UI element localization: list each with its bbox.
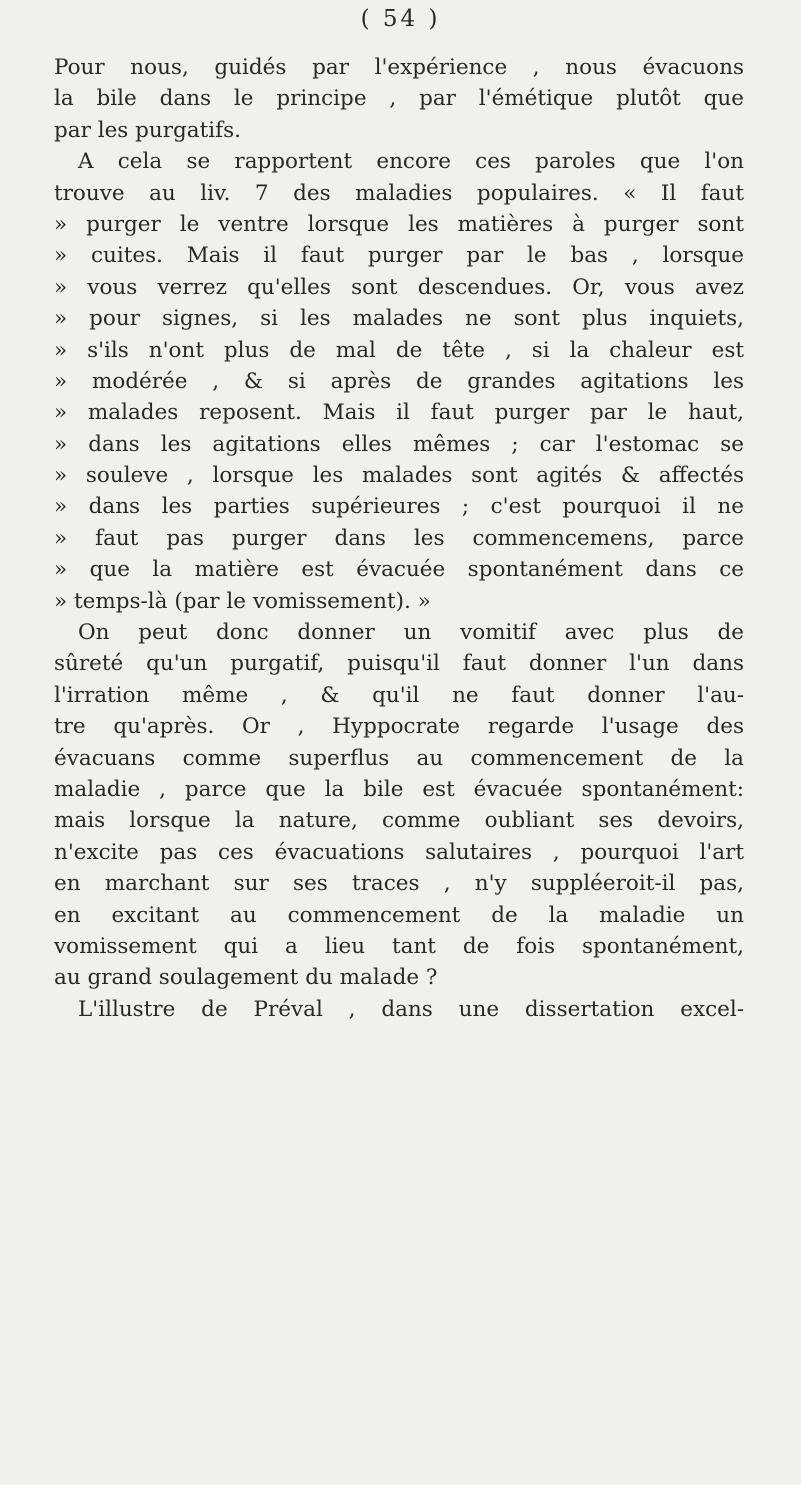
text-line: A cela se rapportent encore ces paroles que l'on [78, 149, 744, 175]
text-line: en marchant sur ses traces , n'y suppléeroit-il pas, [54, 871, 744, 897]
text-line: » malades reposent. Mais il faut purger par le haut, [54, 400, 744, 426]
text-line: au grand soulagement du malade ? [54, 965, 438, 991]
text-line: la bile dans le principe , par l'émétique plutôt que [54, 86, 744, 112]
text-line: sûreté qu'un purgatif, puisqu'il faut donner l'un dans [54, 651, 744, 677]
text-line: n'excite pas ces évacuations salutaires , pourquoi l'art [54, 839, 744, 865]
text-line: » faut pas purger dans les commencemens, parce [54, 525, 744, 551]
body-text [54, 52, 744, 1025]
text-line: » pour signes, si les malades ne sont plus inquiets, [54, 306, 744, 332]
text-line: L'illustre de Préval , dans une dissertation excel- [78, 996, 744, 1022]
text-line: » souleve , lorsque les malades sont agités & affectés [54, 463, 744, 489]
text-line: vomissement qui a lieu tant de fois spontanément, [54, 933, 744, 959]
text-line: maladie , parce que la bile est évacuée spontanément: [54, 776, 744, 802]
text-line: » s'ils n'ont plus de mal de tête , si la chaleur est [54, 337, 744, 363]
text-line: » dans les agitations elles mêmes ; car l'estomac se [54, 431, 744, 457]
text-line: » que la matière est évacuée spontanément dans ce [54, 557, 744, 583]
text-line: trouve au liv. 7 des maladies populaires. « Il faut [54, 180, 744, 206]
text-line: tre qu'après. Or , Hyppocrate regarde l'usage des [54, 714, 744, 740]
text-line: en excitant au commencement de la maladie un [54, 902, 744, 928]
text-line: Pour nous, guidés par l'expérience , nous évacuons [54, 55, 744, 80]
text-line: On peut donc donner un vomitif avec plus de [78, 620, 744, 646]
text-line: mais lorsque la nature, comme oubliant ses devoirs, [54, 808, 744, 834]
page-number: ( 54 ) [360, 6, 441, 32]
text-line: » vous verrez qu'elles sont descendues. Or, vous avez [54, 274, 744, 300]
text-line: évacuans comme superflus au commencement de la [54, 745, 744, 771]
text-line: » dans les parties supérieures ; c'est pourquoi il ne [54, 494, 744, 520]
text-line: » cuites. Mais il faut purger par le bas , lorsque [54, 243, 744, 269]
text-line: » purger le ventre lorsque les matières à purger sont [54, 211, 744, 237]
text-line: par les purgatifs. [54, 117, 241, 143]
text-line: » temps-là (par le vomissement). » [54, 588, 431, 614]
text-line: l'irration même , & qu'il ne faut donner l'au- [54, 682, 744, 708]
text-line: » modérée , & si après de grandes agitations les [54, 368, 744, 394]
